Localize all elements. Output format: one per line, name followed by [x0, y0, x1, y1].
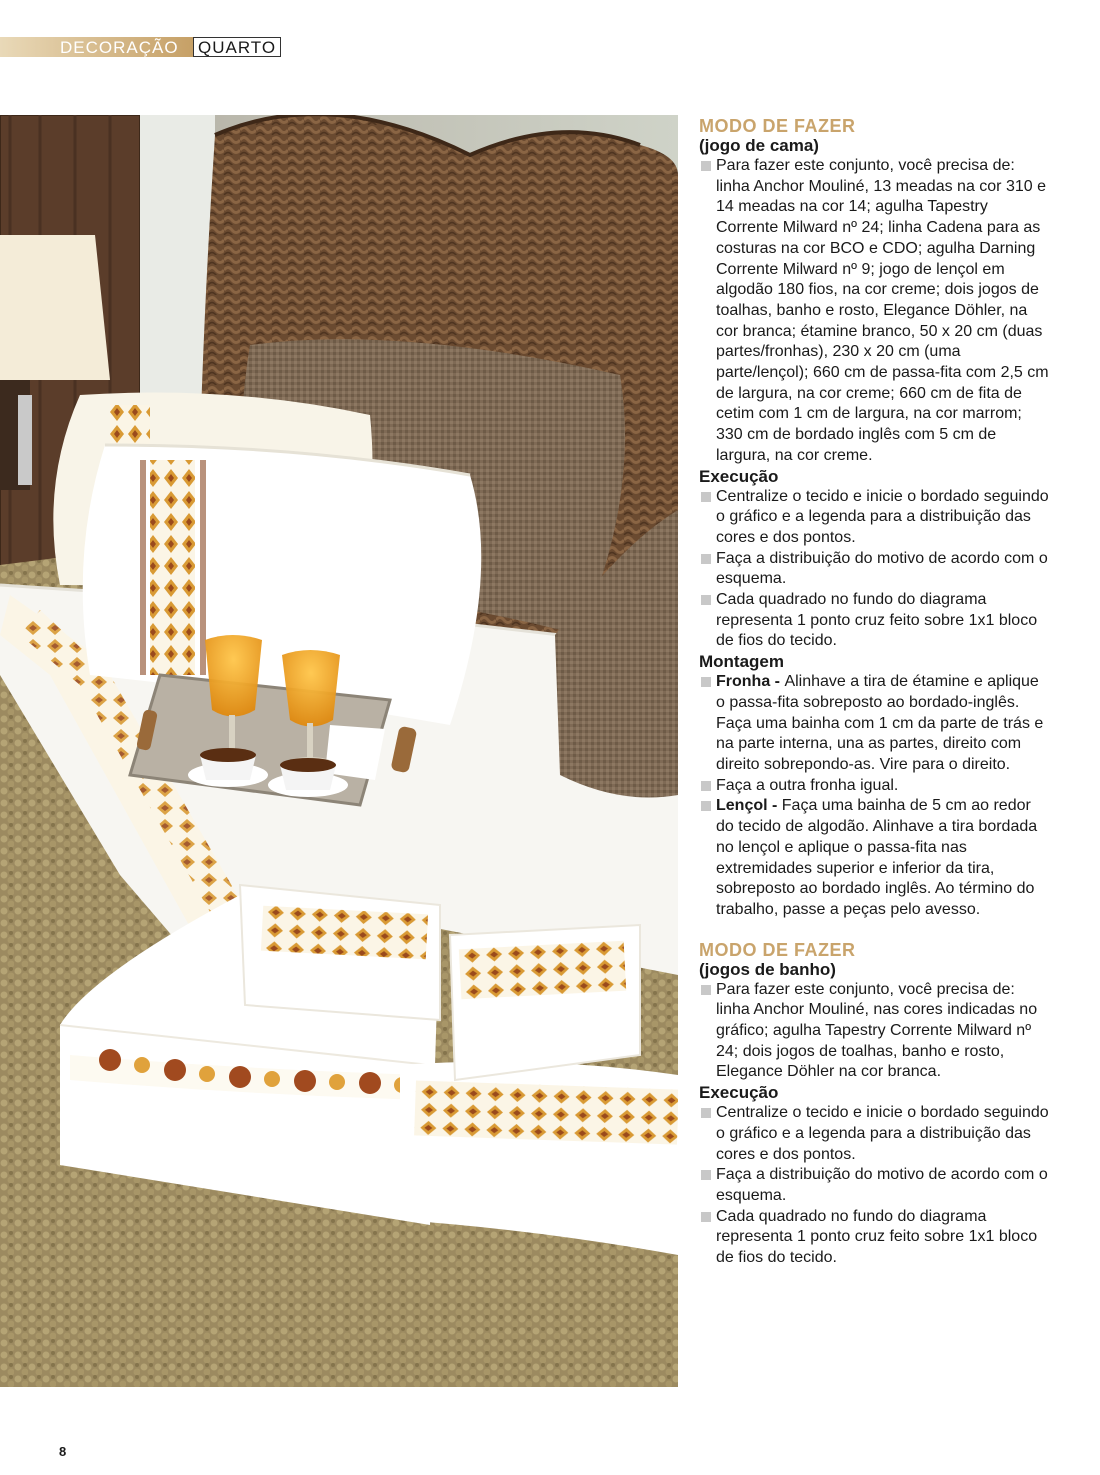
bullet-square-icon	[701, 1170, 711, 1180]
bed-set-materials	[699, 156, 1051, 467]
bullet-square-icon	[701, 554, 711, 564]
list-item-text: Cada quadrado no fundo do diagrama representa 1 ponto cruz feito sobre 1x1 bloco de fios do tecido.	[716, 591, 1038, 650]
list-item-label: Lençol -	[716, 797, 782, 815]
list-item	[699, 672, 1051, 776]
list-item	[699, 1103, 1051, 1165]
list-item-text: Centralize o tecido e inicie o bordado seguindo o gráfico e a legenda para a distribuição das cores e dos pontos.	[716, 487, 1049, 546]
bed-set-subtitle: (jogo de cama)	[699, 136, 819, 155]
instructions-column	[699, 116, 1051, 1269]
bath-set-subtitle: (jogos de banho)	[699, 959, 836, 979]
list-item	[699, 1207, 1051, 1269]
bullet-square-icon	[701, 1212, 711, 1222]
bullet-square-icon	[701, 595, 711, 605]
list-item	[699, 549, 1051, 590]
bullet-square-icon	[701, 161, 711, 171]
bullet-square-icon	[701, 492, 711, 502]
list-item	[699, 776, 1051, 797]
section-label: DECORAÇÃO	[60, 38, 179, 57]
list-item	[699, 1165, 1051, 1206]
bed-set-execution-title: Execução	[699, 466, 779, 486]
bed-set-assembly-title: Montagem	[699, 652, 784, 672]
list-item-text: Centralize o tecido e inicie o bordado seguindo o gráfico e a legenda para a distribuição das cores e dos pontos.	[716, 1104, 1049, 1163]
list-item-text: Faça a distribuição do motivo de acordo com o esquema.	[716, 1166, 1048, 1204]
bullet-square-icon	[701, 801, 711, 811]
subsection-label: QUARTO	[193, 37, 281, 57]
bath-set-materials	[699, 980, 1051, 1084]
list-item	[699, 487, 1051, 549]
bedroom-photo	[0, 115, 678, 1387]
list-item	[699, 796, 1051, 920]
list-item-text: Faça a distribuição do motivo de acordo com o esquema.	[716, 549, 1048, 588]
page-number: 8	[59, 1444, 67, 1459]
bath-set-materials-text: Para fazer este conjunto, você precisa de: linha Anchor Mouliné, nas cores indicadas no gráfico; agulha Tapestry Corrente Milward nº 24; dois jogos de toalhas, banho e rosto, Elegance Döhler na cor branca.	[716, 980, 1038, 1081]
list-item-text: Faça uma bainha de 5 cm ao redor do tecido de algodão. Alinhave a tira bordada no lençol e aplique o passa-fita nas extremidades superior e inferior da tira, sobreposto ao bordado inglês. Ao término do trabalho, passe a peças pelo avesso.	[716, 797, 1038, 918]
list-item	[699, 590, 1051, 652]
bath-set-execution-title: Execução	[699, 1083, 779, 1103]
list-item-text: Faça a outra fronha igual.	[716, 776, 899, 794]
bullet-square-icon	[701, 985, 711, 995]
bullet-square-icon	[701, 1108, 711, 1118]
bed-set-title: MODO DE FAZER	[699, 116, 856, 136]
bullet-square-icon	[701, 781, 711, 791]
list-item-text: Alinhave a tira de étamine e aplique o passa-fita sobreposto ao bordado-inglês. Faça uma bainha com 1 cm da parte de trás e na parte interna, una as partes, direito com direito sobrepondo-as. Vire para o direito.	[716, 673, 1044, 773]
bath-set-title: MODO DE FAZER	[699, 939, 856, 960]
list-item-label: Fronha -	[716, 673, 785, 691]
list-item-text: Cada quadrado no fundo do diagrama representa 1 ponto cruz feito sobre 1x1 bloco de fios do tecido.	[716, 1207, 1038, 1267]
bed-set-materials-text: Para fazer este conjunto, você precisa de: linha Anchor Mouliné, 13 meadas na cor 310 e 14 meadas na cor 14; agulha Tapestry Corrente Milward nº 24; linha Cadena para as costuras na cor BCO e CDO; agulha Darning Corrente Milward nº 9; jogo de lençol em algodão 180 fios, na cor creme; dois jogos de toalhas, banho e rosto, Elegance Döhler, na cor branca; étamine branco, 50 x 20 cm (duas partes/fronhas), 230 x 20 cm (uma parte/lençol); 660 cm de passa-fita com 2,5 cm de largura, na cor creme; 660 cm de fita de cetim com 1 cm de largura, na cor marrom; 330 cm de bordado inglês com 5 cm de largura, na cor creme.	[716, 157, 1049, 464]
bullet-square-icon	[701, 677, 711, 687]
